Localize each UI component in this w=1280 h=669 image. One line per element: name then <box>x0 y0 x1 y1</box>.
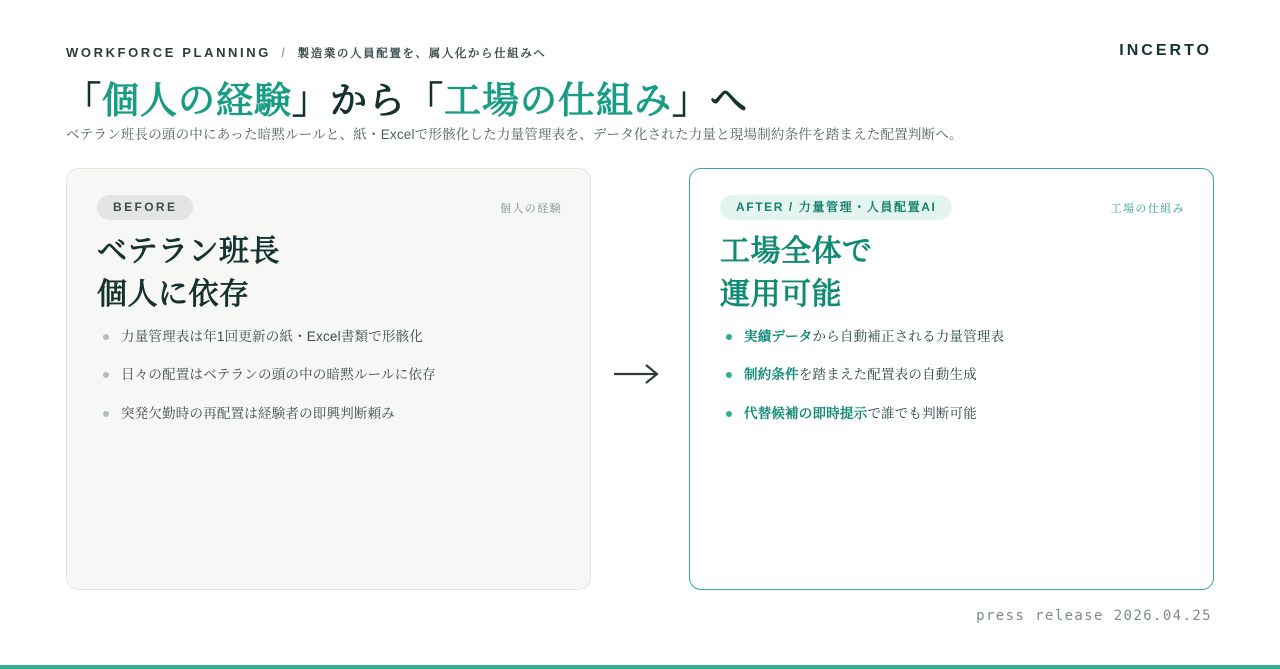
after-chip: AFTER / 力量管理・人員配置AI <box>720 195 952 220</box>
list-item: 日々の配置はベテランの頭の中の暗黙ルールに依存 <box>99 365 559 385</box>
headline-mid: 」から「 <box>292 80 444 121</box>
list-item-rest: から自動補正される力量管理表 <box>812 329 1005 344</box>
before-title <box>97 231 280 316</box>
brand-logo: INCERTO <box>1119 42 1212 59</box>
footer-note: press release 2026.04.25 <box>976 608 1212 624</box>
list-item: 力量管理表は年1回更新の紙・Excel書類で形骸化 <box>99 327 559 347</box>
list-item-strong: 制約条件 <box>744 367 799 383</box>
list-item <box>722 327 1182 347</box>
arrow-right-icon <box>612 362 664 386</box>
eyebrow-separator: / <box>281 45 288 60</box>
after-title-line-1: 工場全体で <box>720 235 873 268</box>
headline-accent-2: 工場の仕組み <box>444 80 672 121</box>
list-item-strong: 実績データ <box>744 329 813 344</box>
headline-accent-1: 個人の経験 <box>102 80 292 121</box>
before-card <box>66 168 591 590</box>
after-card <box>689 168 1214 590</box>
eyebrow-main: WORKFORCE PLANNING <box>66 45 271 60</box>
list-item <box>722 365 1182 385</box>
headline-post: 」へ <box>672 80 748 121</box>
list-item-rest: で誰でも判断可能 <box>867 405 977 421</box>
after-bullet-list <box>722 327 1182 442</box>
eyebrow <box>66 45 546 61</box>
footer-rule <box>0 665 1280 669</box>
before-title-line-2: 個人に依存 <box>97 277 250 311</box>
list-item <box>722 404 1182 424</box>
after-tag: 工場の仕組み <box>1110 203 1185 215</box>
list-item-rest: を踏まえた配置表の自動生成 <box>798 367 977 383</box>
deck-text: ベテラン班長の頭の中にあった暗黙ルールと、紙・Excelで形骸化した力量管理表を、データ化された力量と現場制約条件を踏まえた配置判断へ。 <box>66 127 963 142</box>
before-chip: BEFORE <box>97 195 193 220</box>
headline-pre: 「 <box>64 80 102 121</box>
list-item: 突発欠勤時の再配置は経験者の即興判断頼み <box>99 404 559 424</box>
eyebrow-sub: 製造業の人員配置を、属人化から仕組みへ <box>297 48 547 60</box>
before-title-line-1: ベテラン班長 <box>97 235 280 268</box>
before-bullet-list <box>99 327 559 442</box>
after-title-line-2: 運用可能 <box>720 277 842 311</box>
list-item-strong: 代替候補の即時提示 <box>744 405 868 421</box>
page-title <box>64 70 748 124</box>
after-title <box>720 231 873 316</box>
before-tag: 個人の経験 <box>500 203 562 215</box>
